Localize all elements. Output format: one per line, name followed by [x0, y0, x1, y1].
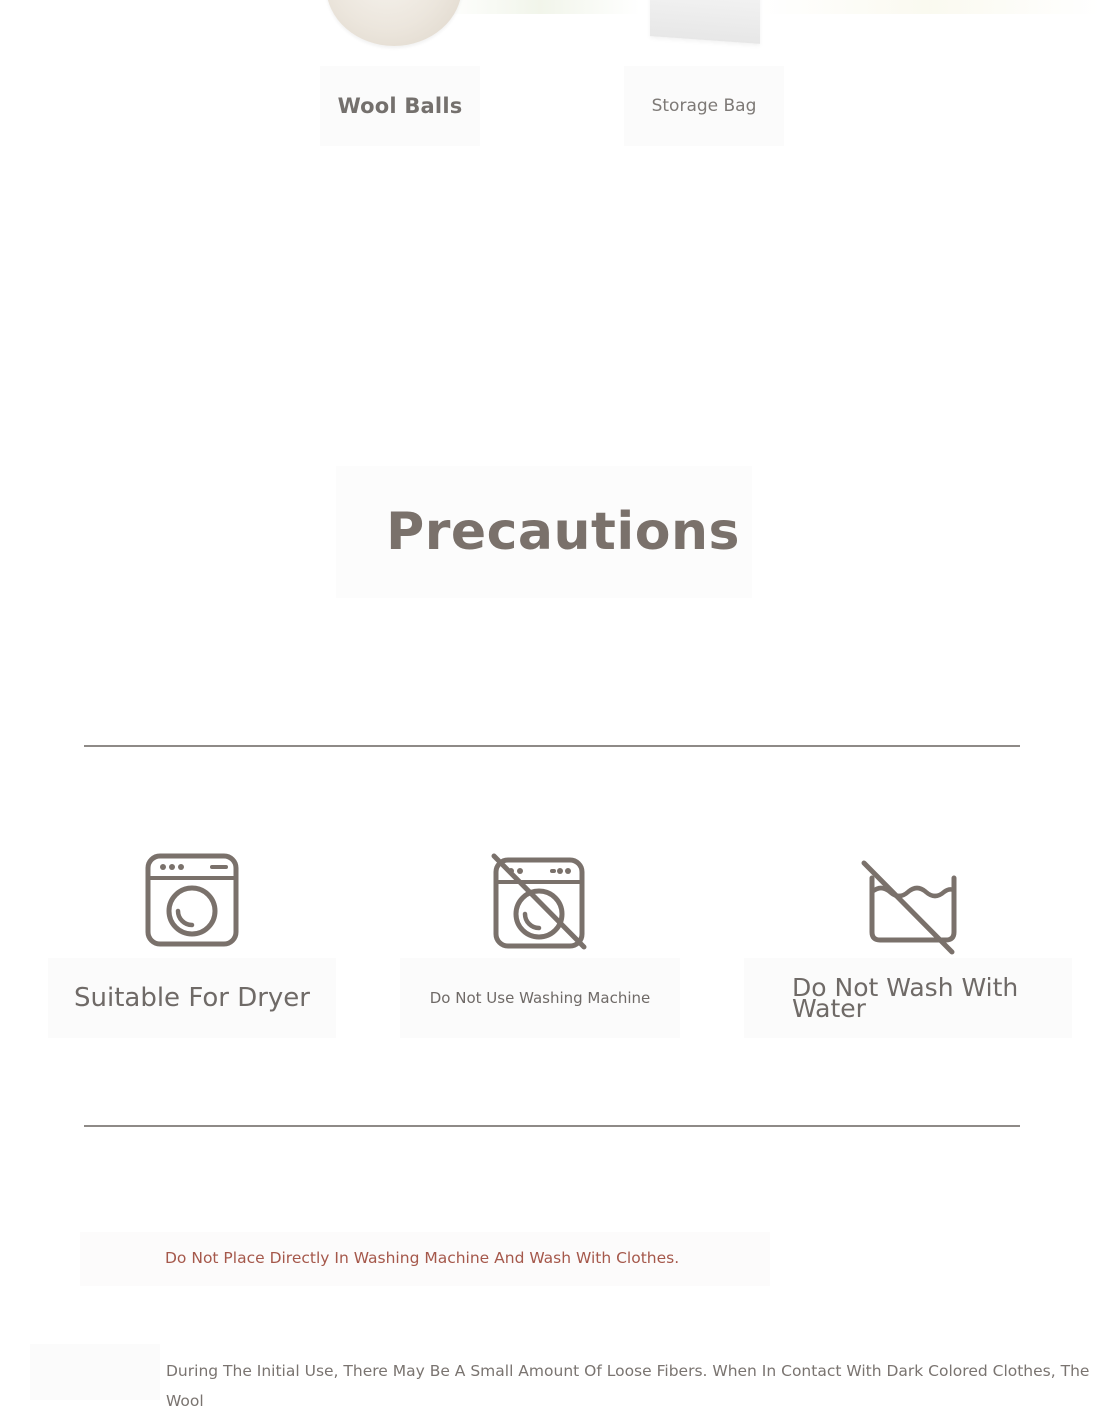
water-wash-label: Do Not Wash With Water	[792, 973, 1019, 1023]
warning-note: Do Not Place Directly In Washing Machine And Wash With Clothes.	[165, 1249, 680, 1267]
section-divider	[84, 1125, 1020, 1127]
wool-ball-image	[326, 0, 462, 46]
no-washing-machine-icon	[488, 850, 592, 954]
washing-machine-label: Do Not Use Washing Machine	[429, 989, 651, 1007]
wool-balls-label: Wool Balls	[337, 94, 463, 118]
storage-bag-image	[650, 0, 760, 44]
no-water-wash-icon	[858, 858, 962, 962]
section-divider	[84, 745, 1020, 747]
dryer-icon	[142, 850, 242, 950]
wool-balls-caption	[320, 66, 480, 146]
dryer-label: Suitable For Dryer	[74, 983, 310, 1013]
info-note-background	[30, 1344, 160, 1400]
precautions-title: Precautions	[386, 502, 740, 562]
washing-machine-label-box	[400, 958, 680, 1038]
info-note: During The Initial Use, There May Be A Small Amount Of Loose Fibers. When In Contact With Dark Colored Clothes, The Wool	[166, 1362, 1090, 1410]
storage-bag-label: Storage Bag	[651, 96, 757, 116]
top-banner-strip	[440, 0, 640, 14]
top-banner-strip	[760, 0, 1100, 14]
storage-bag-caption	[624, 66, 784, 146]
dryer-label-box	[48, 958, 336, 1038]
precautions-heading-block	[336, 466, 752, 598]
water-wash-label-box	[744, 958, 1072, 1038]
